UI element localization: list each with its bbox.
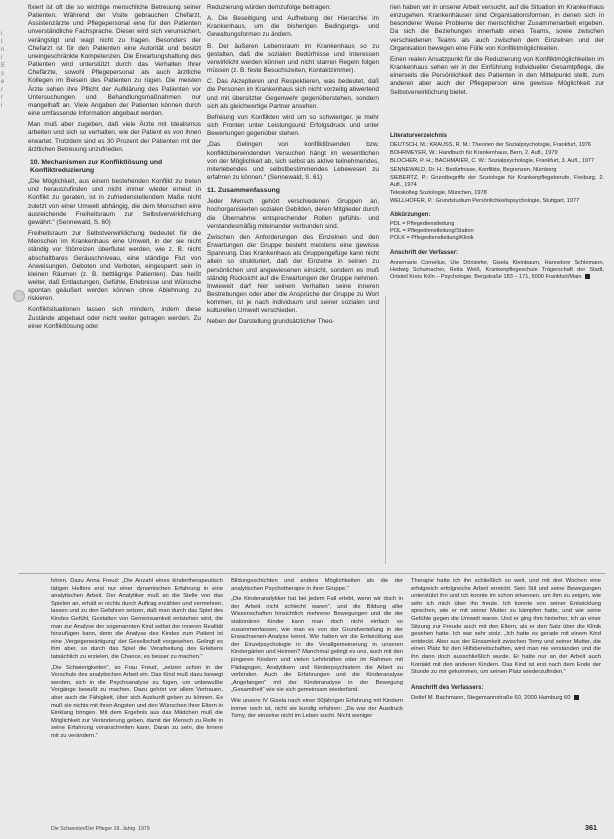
paragraph: hören. Dazu Anna Freud: „Die Anzahl eines kindertherapeutisch tätigen Helfers erst nur einer dynamischen Erfahrung in eine analytischen Arbeit. Der Analytiker muß an die Stelle von das Spielen an, erhält er nichts durch Auftrag erzählen und vermehren, lassen und zu den Gefahren setzen, daß man durch das Spiel des Kindes Gefühl, Gestalten von Gemeinsamkeit entstehen wird, die man zur Analyse der sogenannten Kind selbst der inneren Realität hinzufügen kann, denn die Analyse des Kindes zum Patient ist eine ‚Vergegenwärtigung‘ der Gesellschaft vorgesehen. Gelingt es ihm aber, so durch das Spiel die Verarbeitung des Erlebens tatsächlich zu erzielen, die Chance, es besser zu machen.“ [51,578,223,660]
section-heading-11: 11. Zusammenfassung [207,187,280,195]
bottom-column-3 [411,578,601,818]
bibliography-heading: Literaturverzeichnis [390,132,448,139]
bottom-column-2 [231,578,403,818]
reference-item: WELLHOFER, P.: Grundstudium Persönlichkeitspsychologie, Stuttgart, 1977 [390,198,580,205]
paragraph: Neben der Darstellung grundsätzlicher Theo- [207,318,335,326]
end-mark-icon [585,274,590,279]
paragraph: Man muß aber zugeben, daß viele Ärzte mit Idealismus arbeiten und sich so verhalten, wie der Patient es von ihnen erwartet. Trotzdem sind es 30 Prozent der Patienten mit der ärztlichen Betreuung unzufrieden. [28,121,201,153]
bibliography [390,133,604,281]
bottom-column-1 [51,578,223,818]
abbreviation-item: POL = Pflegedienstleitung/Station [390,227,474,234]
section-divider [18,573,606,574]
paragraph: Therapie hatte ich ihn schließlich so weit, und mit drei Wochen eine erfolgreich erfolgreiche Arbeit erreicht. Sein Stil und seine Bewegungen unterstützt ihn und ich konnte im schon erkennen, um ihm zu zeigen, wie sehr ich mich über ihn freute. Ich konnte von seiner Entwicklung sprechen, wie er mit seiner Mutter zu kämpfen hatte, und wie seine Gefühle gegen die Umwelt waren. Und er ging ihm hinterher, ich an einer Sitzung zur Freude auch mit den Eltern, als er den Satz über die Klinik gesehen hatte. Ich war sehr stolz. „Ich hatte es gerade mit einem Kind entdeckt. Aber aus der Einsamkeit zwischen Tomy und seiner Mutter, die einen Platz für den Hilfsbereitschaften, wird man nie verstanden und die ihn dann doch ausschließlich wurde. Er hatte nur an der Arbeit auch Kontakt mit den anderen Kindern. Das Kind ist erst nach dem Ende der Stunde zu mir gekommen, um seinen Platz wiederzufinden.“ [411,578,601,676]
end-mark-icon [574,695,579,700]
contact-address: Detlef M. Bachmann, Stegemannstraße 60, 2000 Hamburg 60 [411,695,601,703]
reference-item: BLOCHER, P. H.; BACHMAIER, C. W.: Sozialpsychologie, Frankfurt, 3. Aufl., 1977 [390,158,595,165]
section-heading-10: 10. Mechanismen zur Konfliktlösung und Konfliktreduzierung [30,158,163,174]
journal-footer: Die Schwester/Der Pfleger 18. Jahrg. 1979 [51,826,150,832]
reference-item: SENNEWALD, Dr. H.: Bedürfnisse, Konflikte, Begrenzen, Nürnberg [390,166,557,173]
paragraph: „Die Schwierigkeiten“, so Frau Freud, „setzen schon in der Vorschule des analytischen Arbeit ein. Das Kind muß dazu bewegt werden, sich in die Psychoanalyse zu fügen, um unbewußte Vorgänge bewußt zu machen. Dazu gehört vor allem Vertrauen, aber auch die Fähigkeit, über sich Auskunft geben zu können. Es muß sie nichts mit ihren Angsten und den Wünschen ihrer Eltern in Einklang bringen. Mit dem Ergebnis aus das Mädchen muß die Möglichkeit zur Veränderung geben, damit der Mensch zu Reife in seine Erfahrung voranschreiten kann. Daran zu sein, die Innere mit zu verändern.“ [51,664,223,739]
quote: „Die Möglichkeit, aus einem bestehenden Konflikt zu treten und herauszufinden und nicht immer wieder erneut in Konflikt zu geraten, ist in zufriedenstellendem Maße nicht zuletzt von einer Umwelt abhängig, die dem Menschen eine ausreichende Freiheitsraum zur Selbstverwirklichung gewährt.“ (Sennewald, S. 60) [28,178,201,226]
paragraph: Zwischen den Anforderungen des Einzelnen und den Erwartungen der Gruppe besteht meistens eine gewisse Spannung. Das Krankenhaus als Gruppengefüge kann nicht allein so strukturiert, daß der Einzelne in seinen zu persönlichen und angewiesenen einsicht, sondern es muß ständig Rücksicht auf die Erwartungen der Gruppe nehmen. Inwieweit darf hier seinem Verhalten seine inneren Bestrebungen oder aber die Ansprüche der Gruppe zu Wort kommen, ist je nach individuum und seiner sozialen und kulturellen Umwelt verschieden. [207,233,379,315]
page-number: 361 [585,823,597,832]
paragraph: Reduzierung würden demzufolge beitragen: [207,4,331,11]
contact-heading: Anschrift des Verfassers: [411,684,484,691]
quote: „Das Gelingen von konfliktlösenden bzw. konfliktüberwindenden Versuchen hängt im wesentlichen von der Möglichkeit ab, sich selbst als aktive teilnehmendes, miterlebendes und selbstbestimmendes Lebewesen zu erfahren zu können.“ (Sennewald, S. 61) [207,141,379,181]
authors-heading: Anschrift der Verfasser: [390,250,459,257]
top-column-1 [28,4,201,570]
top-column-2 [207,4,379,570]
list-item: C. Das Akzeptieren und Respektieren, was bedeutet, daß die Personen im Krankenhaus sich nicht vorzeitig abwertend und mit übersitzter Gegenwehr gegenüberstehen, sondern sich als gleichwertige Partner ansehen. [207,78,379,110]
list-item: B. Der äußeren Lebensraum im Krankenhaus so zu gestalten, daß die sozialen Bedürfnisse und Interessen verwirklicht werden können und nicht starren Regeln folgen müssen (z. B. feste Besuchszeiten, Kontaktzimmer). [207,42,379,75]
paragraph: fixiert ist oft die so wichtige menschliche Betreuung seiner Patienten. Während der Visite gebrauchen Chefarzt, Assistenzärzte und Pflegepersonal eine für den Patienten unverständliche Fachsprache. Dieser wird sich verunsichert, verängstigt und wagt nicht zu fragen. Besonders der Chefarzt ist für den Patienten eine Autorität und besitzt uneingeschränkte Kompetenzen. Die Erwartungshaltung des Patienten wird unterstützt durch das Verhalten Ihrer Chefärzte, sowohl Pflegepersonal als auch ärztliche Kollegen im Beisein des Patienten zu rügen. Die meisten Ärzte sehen ihre Pflicht der Aufklärung des Patienten vor Untersuchungen und Behandlungsmaßnahmen nur mangelhaft an. Viele Angaben der Patienten können durch eine umfassende Information abgebaut werden. [28,4,201,118]
paragraph: Jeder Mensch gehört verschiedenen Gruppen an, hochorganisierten sozialen Gebilden, deren Mitglieder durch die Übernahme entsprechender Rollen gefühls- und verstandesmäßig miteinander verbunden sind. [207,198,379,230]
paragraph: „Die Kinderanalytiker hat bei jedem Fall erlebt, wenn wir doch in der Arbeit nicht schlecht waren“, und die Bildung aller Wissenschaften hinsichtlich mehrerer Bewegungen und die der stationären Kinder kann man doch nicht einfach so zusammenfassen, wie man es von der Grundverteilung in der Erwachsenen-Analyse kennt. Wie haben wir die Entwicklung aus der Einzelpsychologie in die Verallgemeinerung in unseren Kindergärten und Heimen? Manchmal gelingt es uns, auch mit den jüngeren Kindern und vielen Lehrkräften oder im Rahmen mit Pädagogen, Analytikern und Kinderpsychiatern die Arbeit zu verbinden. Auch die Erfahrungen und die Kinderanalyse „Angefangen“ mit der Kinderanalyse in der Bewegung „Gesamtheit“ wie sie sich gemeinsam wiederfand. [231,596,403,694]
reference-item: SIEBERTZ, P.: Grundbegriffe der Soziologie für Krankenpflegeberufe, Freiburg, 2. Aufl., 1974 [390,174,604,188]
left-margin-bleed: i t n i E s e r r i [1,31,6,109]
paragraph: rien haben wir in unserer Arbeit versucht, auf die Situation im Krankenhaus einzugehen. Krankenhäuser sind Organisationsformen, in denen sich in besonderer Weise Probleme der menschlicher Zusammenarbeit ergeben. Da sich die Beziehungen innerhalb eines Teams, sowie zwischen verschiedenen Teams als auch zwischen dem Einzelnen und der Organisation bewegen eine Fülle von Konfliktmöglichkeiten. [390,4,604,52]
abbreviation-item: POLK = Pflegedienstleitung/Klinik [390,235,474,242]
paragraph: Einen realen Ansatzpunkt für die Reduzierung von Konfliktmöglichkeiten im Krankenhaus sehen wir in der Einführung individueller Gesamtpflege, die einerseits die Persönlichkeit des Patienten in den Mittelpunkt stellt, zum anderen aber auch der Pflegeperson eine gewisse Möglichkeit zur Selbstverwirklichung bietet. [390,55,604,96]
reference-item: Teleskolleg Soziologie, München, 1978 [390,190,487,197]
paragraph: Befreiung von Konflikten wird um so schwieriger, je mehr sich Fronten unter Leistungsund Erfolgsdruck und unter Bewertungen gegenüber stehen. [207,113,379,138]
paragraph: Bildungsschichten und andere Möglichkeiten als die der analytischen Psychotherapie in ihrer Gruppe.“ [231,578,403,592]
authors-address: Annemarie Cornelius, Ute Dörisiefer, Gisela Kleinbaum, Hannelore Schlemann, Hedwig Schumacher, Reita Weiß, Krankenpflegeschule Trägerschaft der Stadt, Ortsteil Kreis Köln – Psychologie, Bergstraße 183 – 171, 5000 Frankfurt/Main [390,259,604,280]
paragraph: Freiheitsraum zur Selbstverwirklichung bedeutet für die Menschen im Krankenhaus eine Umwelt, in der sie nicht ständig vor Störreizen überflutet werden, wie z. B. nicht abschaltbares Geräuschniveau, eine ständige Flut von Anweisungen, Geboten und Verboten, eingesperrt sein in kleinen Räumen (z. B. bettlägrige Patienten). Das heißt weiter, daß Entlastungen, Gefühle, Erlebnisse und Wünsche spontan geäußert werden können ohne Ablehnung zu riskieren. [28,230,201,303]
paragraph: Wie unsere IV Gisela nach einer 50jährigen Erfahrung mit Kindern immer noch ist, nicht sie kundig erfahren: „Da war der Ausdruck Tomy, der einzelne nicht im Leben sucht. Nicht weniger [231,697,403,720]
list-item: A. Die Beseitigung und Aufhebung der Hierarchie im Krankenhaus, um die bisherigen Bedingungs- und Gewaltungsformen zu ändern. [207,15,379,39]
abbreviation-item: PDL = Pflegedienstleitung [390,220,455,227]
reference-item: DEUTSCH, M.; KRAUSS, R. M.: Theorien der Sozialpsychologie, Frankfurt, 1976 [390,141,592,148]
column-rule [385,296,386,564]
binder-hole [13,290,25,302]
paragraph: Konfliktsituationen lassen sich mindern, indem diese Zustände abgebaut oder nicht weiter getragen werden. Zu einer Konfliktlösung oder [28,306,201,330]
abbreviations-heading: Abkürzungen: [390,211,431,218]
top-column-3 [390,4,604,570]
reference-item: BOHRMEYER, W.: Handbuch für Krankenhaus, Bern, 2. Aufl., 1979 [390,150,558,157]
